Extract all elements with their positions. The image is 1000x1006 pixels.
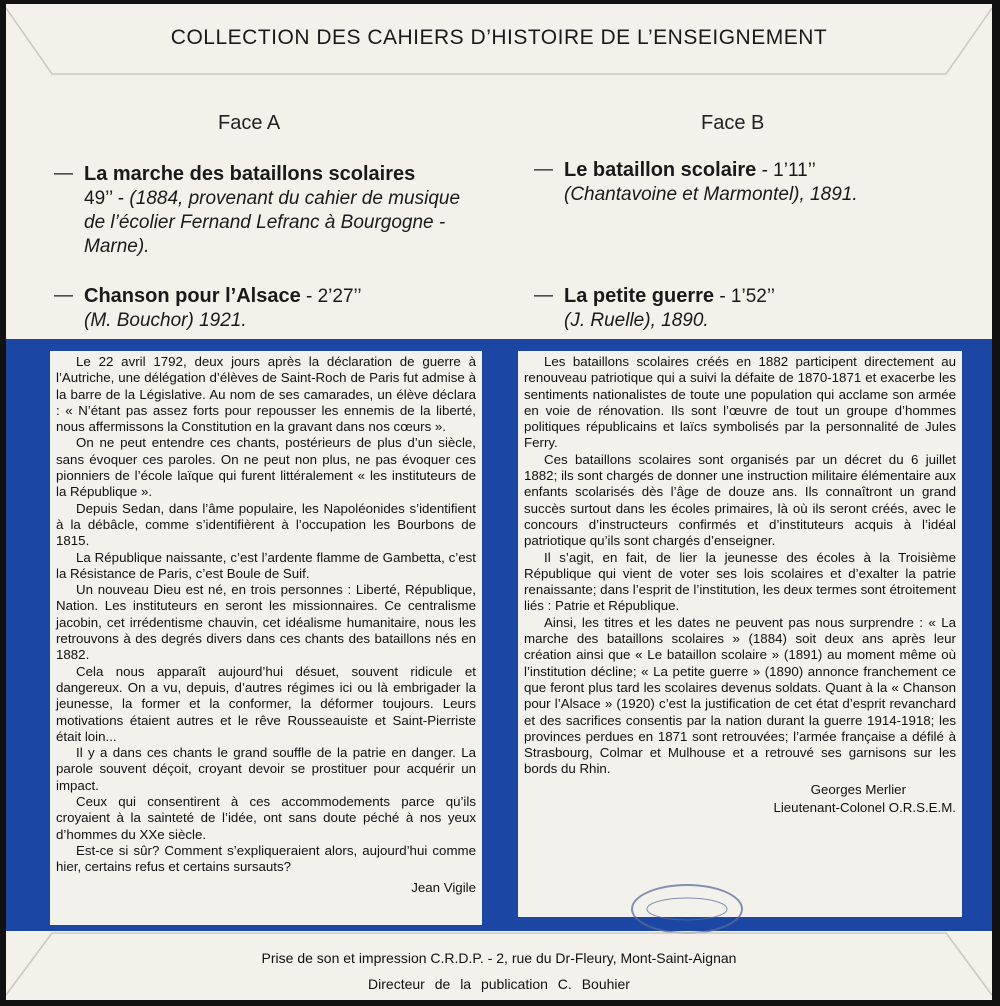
paragraph: Il y a dans ces chants le grand souffle de la patrie en danger. La parole souvent déçoit, croyant devoir se prostituer pour acquérir un impact.: [56, 745, 476, 793]
liner-notes-left: [50, 351, 482, 925]
signature: Jean Vigile: [411, 879, 476, 895]
track-details: (Chantavoine et Marmontel), 1891.: [564, 184, 858, 205]
liner-notes-right: [518, 351, 962, 917]
series-title: COLLECTION DES CAHIERS D’HISTOIRE DE L’ENSEIGNEMENT: [170, 26, 828, 49]
paragraph: Les bataillons scolaires créés en 1882 participent directement au renouveau patriotique qui a suivi la défaite de 1870-1871 et exacerbe les sentiments nationalistes de toute une population qui acclame son armée en voie de rénovation. Ils sont l’œuvre de tout un groupe d’hommes politiques républicains et laïcs symbolisés par la personnalité de Jules Ferry.: [524, 354, 956, 451]
paragraph: On ne peut entendre ces chants, postérieurs de plus d’un siècle, sans évoquer ces paroles. On ne peut non plus, ne pas évoquer ces pionniers de l’école laïque qui furent littéralement « les instituteurs de la République ».: [56, 435, 476, 500]
track-details: (1884, provenant du cahier de musique de l’écolier Fernand Lefranc à Bourgogne - Marne).: [84, 188, 461, 257]
track-duration: - 1’11’’: [761, 160, 816, 181]
track-duration: - 2’27’’: [306, 286, 362, 307]
paragraph: Le 22 avril 1792, deux jours après la déclaration de guerre à l’Autriche, une délégation d’élèves de Saint-Roch de Paris fut admise à la barre de la Législative. Au nom de ses camarades, un élève déclara : « N’étant pas assez forts pour repousser les ennemis de la liberté, nous affermissons la Constitution en la gravant dans nos cœurs ».: [56, 354, 476, 435]
library-stamp: [631, 884, 743, 934]
paragraph: Ceux qui consentirent à ces accommodements parce qu’ils croyaient à la sainteté de l’idée, ont sans doute péché à nos yeux d’hommes du XXe siècle.: [56, 794, 476, 842]
track-name: Chanson pour l’Alsace: [84, 285, 301, 307]
signature-title: Lieutenant-Colonel O.R.S.E.M.: [773, 800, 956, 816]
paragraph: Depuis Sedan, dans l’âme populaire, les Napoléonides s’identifient à la débâcle, comme s’identifièrent à l’occupation les Bourbons de 1815.: [56, 500, 476, 549]
paragraph: Ces bataillons scolaires sont organisés par un décret du 6 juillet 1882; ils sont chargés de donner une instruction militaire élémentaire aux enfants scolarisés dès l’âge de douze ans. Ils connaîtront un grand succès surtout dans les écoles primaires, là où ils seront créés, avec le concours d’instructeurs confirmés et d’instituteurs acquis à l’idéal patriotique qu’ils sont chargés d’enseigner.: [524, 451, 956, 549]
face-b-track-2: [534, 284, 954, 333]
record-sleeve: [6, 4, 992, 1000]
track-dash: —: [54, 163, 73, 184]
face-a-track-2: [54, 284, 484, 333]
credits-line-2: Directeur de la publication C. Bouhier: [368, 976, 630, 992]
track-dash: —: [534, 285, 553, 306]
track-duration: 49’’ -: [84, 188, 125, 209]
track-details: (J. Ruelle), 1890.: [564, 310, 709, 331]
signature-name: Georges Merlier: [810, 781, 906, 797]
paragraph: Ainsi, les titres et les dates ne peuvent pas nous surprendre : « La marche des bataillons scolaires » (1884) soit deux ans après leur création ainsi que « Le bataillon scolaire » (1891) au moment même où l’institution décline; « La petite guerre » (1890) annonce franchement ce que feront plus tard les scolaires devenus soldats. Quant à la « Chanson pour l’Alsace » (1920) c’est la justification de cet état d’esprit revanchard et des sacrifices consentis par la nation durant la guerre 1914-1918; les provinces perdues en 1871 sont retrouvées; l’armée française a défilé à Strasbourg, Colmar et Mulhouse et a retrouvé ses garnisons sur les bords du Rhin.: [524, 614, 956, 777]
face-a-title: Face A: [218, 112, 281, 134]
track-name: Le bataillon scolaire: [564, 159, 757, 181]
track-details: (M. Bouchor) 1921.: [84, 310, 247, 331]
face-b-track-1: [534, 158, 954, 207]
paragraph: Il s’agit, en fait, de lier la jeunesse des écoles à la Troisième République qui vient de voter ses lois scolaires et d’exalter la patrie renaissante; dans l’esprit de l’institution, les deux termes sont étroitement liés : Patrie et République.: [524, 549, 956, 614]
track-name: La petite guerre: [564, 285, 715, 307]
track-duration: - 1’52’’: [719, 286, 775, 307]
track-dash: —: [534, 159, 553, 180]
track-dash: —: [54, 285, 73, 306]
track-name: La marche des bataillons scolaires: [84, 163, 416, 185]
face-a-track-1: [54, 162, 484, 259]
paragraph: Cela nous apparaît aujourd’hui désuet, souvent ridicule et dangereux. On a vu, depuis, d’autres régimes ici ou là embrigader la jeunesse, la former et la conformer, la déformer toujours. Leurs motivations étaient autres et le rêve Rousseauiste et Saint-Pierriste était loin...: [56, 663, 476, 744]
credits-line-1: Prise de son et impression C.R.D.P. - 2, rue du Dr-Fleury, Mont-Saint-Aignan: [261, 950, 737, 966]
paragraph: Un nouveau Dieu est né, en trois personnes : Liberté, République, Nation. Les instituteurs en seront les missionnaires. Ce centralisme jacobin, cet irrédentisme chauvin, cet idéalisme humanitaire, nous les retrouvons à des degrés divers dans ces chants des bataillons nés en 1882.: [56, 582, 476, 663]
face-b-title: Face B: [701, 112, 765, 134]
paragraph: La République naissante, c’est l’ardente flamme de Gambetta, c’est la Résistance de Paris, c’est Boule de Suif.: [56, 549, 476, 581]
paragraph: Est-ce si sûr? Comment s’expliqueraient alors, aujourd’hui comme hier, certains refus et certains sursauts?: [56, 842, 476, 875]
